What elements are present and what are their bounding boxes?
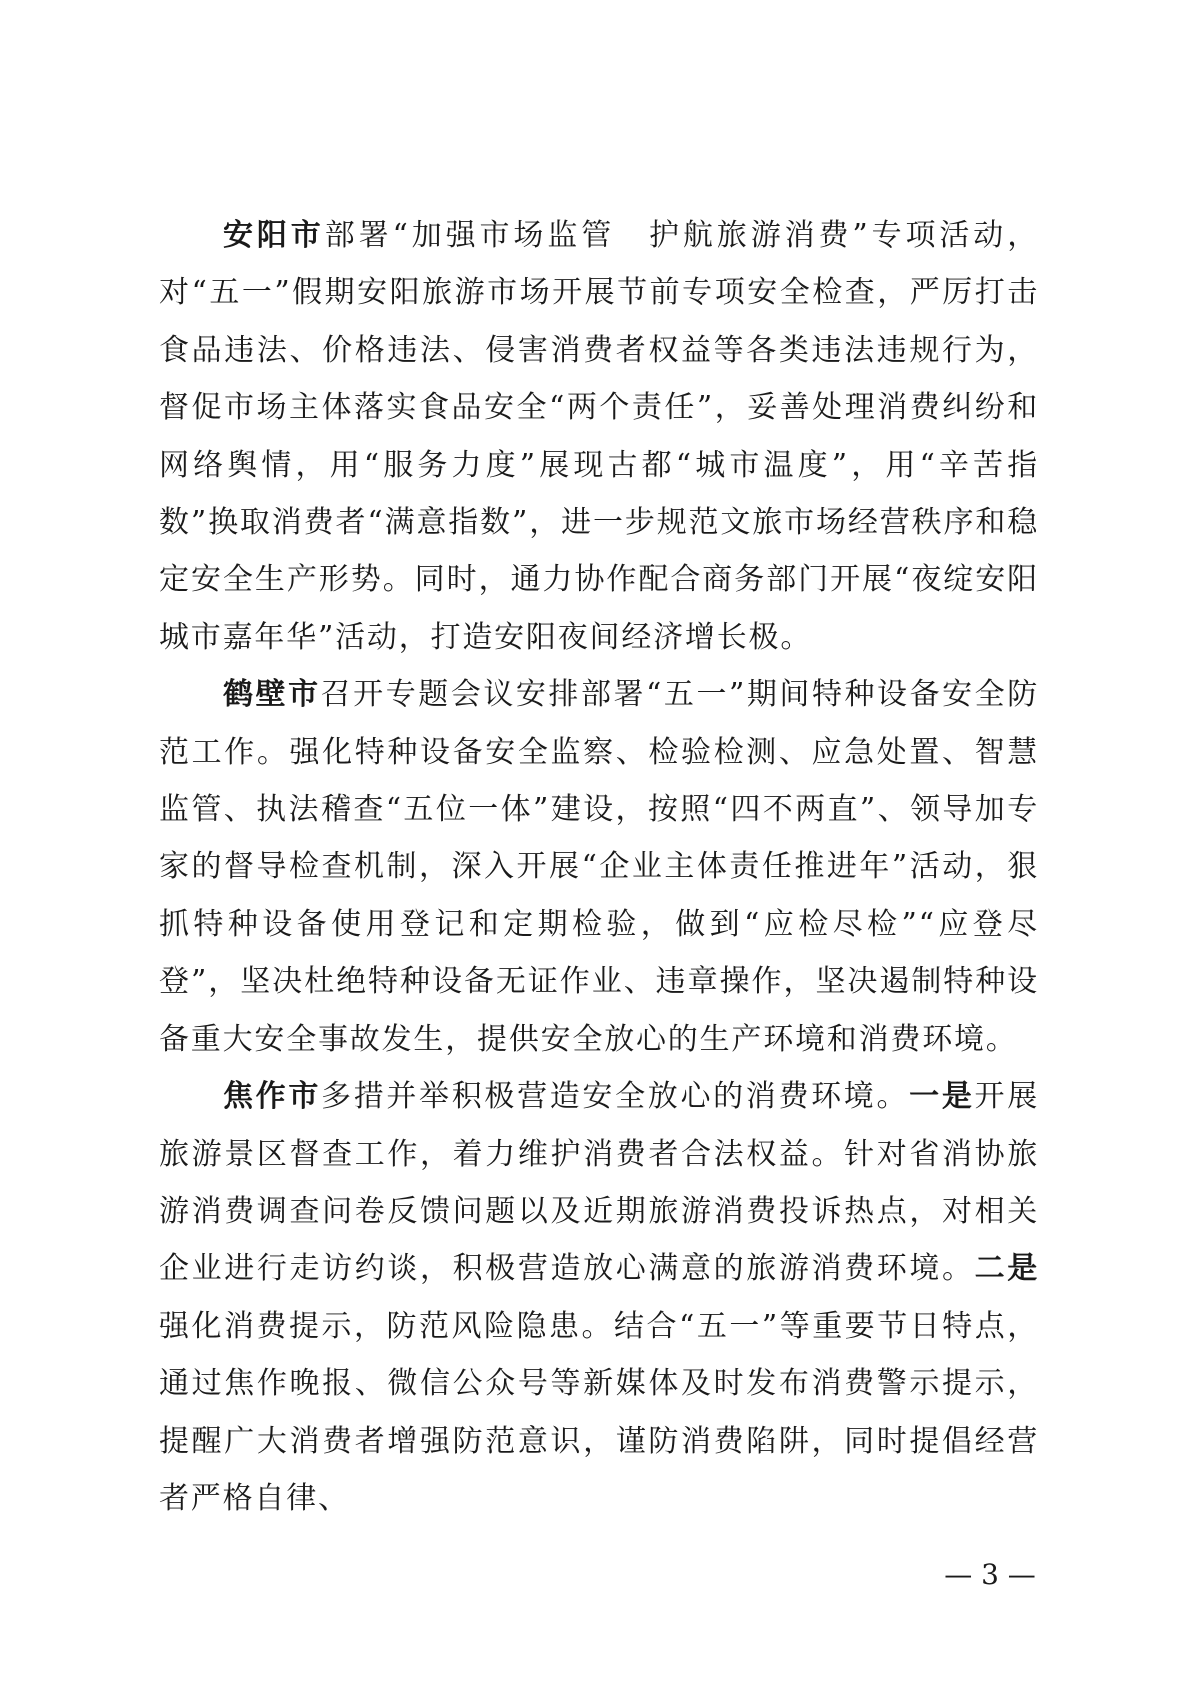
paragraph-text: 多措并举积极营造安全放心的消费环境。: [321, 1079, 910, 1115]
city-name-jiaozuo: 焦作市: [223, 1079, 322, 1115]
paragraph-text: 部署“加强市场监管 护航旅游消费”专项活动，对“五一”假期安阳旅游市场开展节前专项安全检查，严厉打击食品违法、价格违法、侵害消费者权益等各类违法违规行为，督促市场主体落实食品安全“两个责任”，妥善处理消费纠纷和网络舆情，用“服务力度”展现古都“城市温度”，用“辛苦指数”换取消费者“满意指数”，进一步规范文旅市场经营秩序和稳定安全生产形势。同时，通力协作配合商务部门开展“夜绽安阳城市嘉年华”活动，打造安阳夜间经济增长极。: [159, 218, 1039, 655]
city-name-anyang: 安阳市: [223, 218, 325, 253]
body-text: [159, 207, 1039, 1527]
paragraph-text: 召开专题会议安排部署“五一”期间特种设备安全防范工作。强化特种设备安全监察、检验检测、应急处置、智慧监管、执法稽查“五位一体”建设，按照“四不两直”、领导加专家的督导检查机制，深入开展“企业主体责任推进年”活动，狠抓特种设备使用登记和定期检验，做到“应检尽检”“应登尽登”，坚决杜绝特种设备无证作业、违章操作，坚决遏制特种设备重大安全事故发生，提供安全放心的生产环境和消费环境。: [159, 677, 1039, 1057]
point-marker-2: 二是: [974, 1251, 1040, 1287]
city-name-hebi: 鹤壁市: [223, 677, 321, 713]
point-marker-1: 一是: [909, 1079, 975, 1115]
paragraph-anyang: [159, 207, 1039, 666]
paragraph-hebi: [159, 666, 1039, 1068]
paragraph-text: 开展旅游景区督查工作，着力维护消费者合法权益。针对省消协旅游消费调查问卷反馈问题以及近期旅游消费投诉热点，对相关企业进行走访约谈，积极营造放心满意的旅游消费环境。: [159, 1079, 1040, 1287]
paragraph-jiaozuo: [159, 1068, 1039, 1527]
paragraph-text: 强化消费提示，防范风险隐患。结合“五一”等重要节日特点，通过焦作晚报、微信公众号等新媒体及时发布消费警示提示，提醒广大消费者增强防范意识，谨防消费陷阱，同时提倡经营者严格自律、: [159, 1308, 1039, 1516]
page-number: — 3 —: [944, 1558, 1036, 1591]
